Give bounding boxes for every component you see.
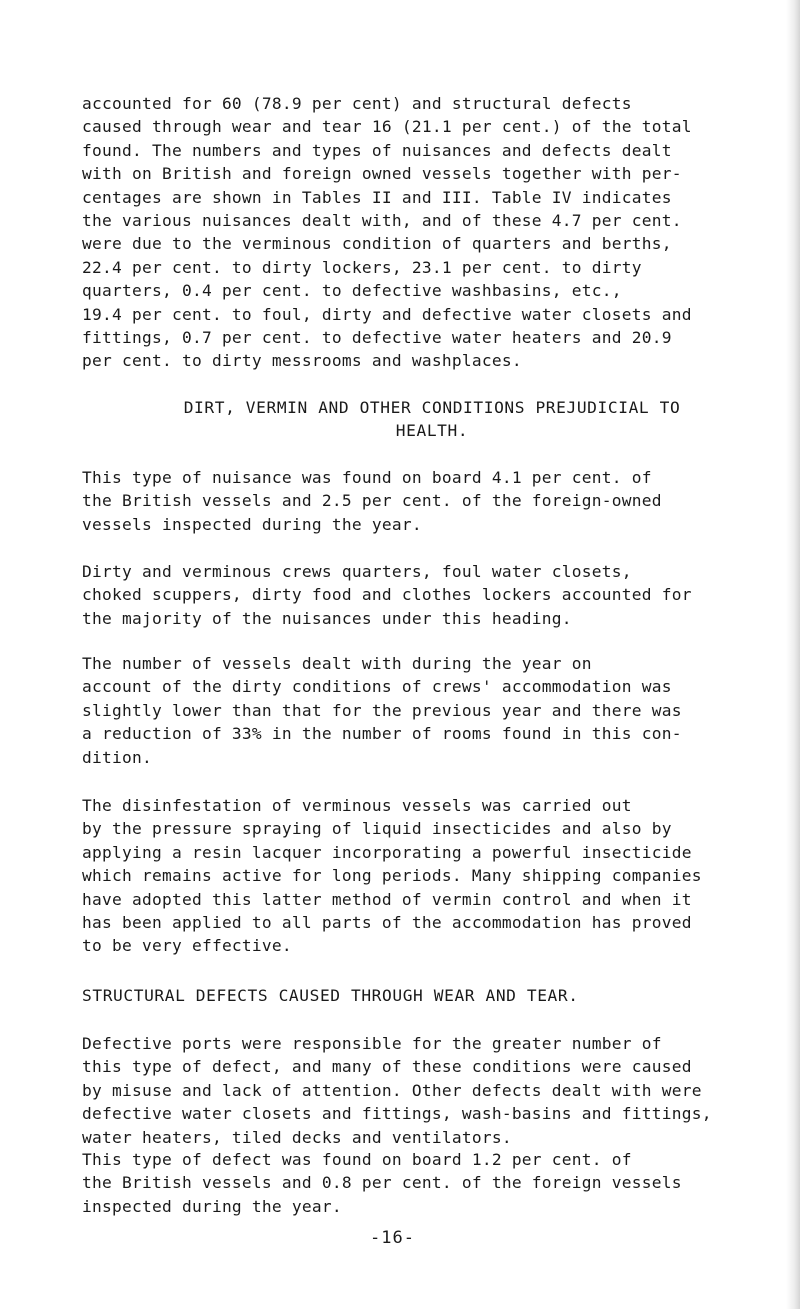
paragraph-nuisance-rate: This type of nuisance was found on board 4.1 per cent. of the British vessels and 2.5 per cent. of the foreign-owned vessels inspected during the year. bbox=[82, 468, 662, 534]
paragraph-defect-rate: This type of defect was found on board 1.2 per cent. of the British vessels and 0.8 per cent. of the foreign vessels inspected during the year. bbox=[82, 1150, 682, 1216]
paragraph-disinfestation: The disinfestation of verminous vessels was carried out by the pressure spraying of liquid insecticides and also by applying a resin lacquer incorporating a powerful insecticide which remains active for long periods. Many shipping companies have adopted this latter method of vermin control and when it has been applied to all parts of the accommodation has proved to be very effective. bbox=[82, 796, 702, 956]
section-heading-dirt-vermin: DIRT, VERMIN AND OTHER CONDITIONS PREJUDICIAL TO HEALTH. bbox=[183, 398, 681, 441]
page-number: -16- bbox=[370, 1228, 415, 1248]
page-edge-shadow bbox=[786, 0, 800, 1309]
paragraph-crew-quarters: Dirty and verminous crews quarters, foul water closets, choked scuppers, dirty food and clothes lockers accounted for the majority of the nuisances under this heading. bbox=[82, 562, 692, 628]
paragraph-vessel-count: The number of vessels dealt with during the year on account of the dirty conditions of crews' accommodation was slightly lower than that for the previous year and there was a reduction of 33% in the number of rooms found in this con- dition. bbox=[82, 654, 682, 767]
section-heading-structural-defects: STRUCTURAL DEFECTS CAUSED THROUGH WEAR AND TEAR. bbox=[82, 986, 579, 1005]
paragraph-summary: accounted for 60 (78.9 per cent) and structural defects caused through wear and tear 16 (21.1 per cent.) of the total found. The numbers and types of nuisances and defects dealt with on British and foreign owned vessels together with per- centages are shown in Tables II and III. Table IV indicates the various nuisances dealt with, and of these 4.7 per cent. were due to the verminous condition of quarters and berths, 22.4 per cent. to dirty lockers, 23.1 per cent. to dirty quarters, 0.4 per cent. to defective washbasins, etc., 19.4 per cent. to foul, dirty and defective water closets and fittings, 0.7 per cent. to defective water heaters and 20.9 per cent. to dirty messrooms and washplaces. bbox=[82, 94, 692, 371]
paragraph-defective-ports: Defective ports were responsible for the greater number of this type of defect, and many of these conditions were caused by misuse and lack of attention. Other defects dealt with were defective water closets and fittings, wash-basins and fittings, water heaters, tiled decks and ventilators. bbox=[82, 1034, 712, 1147]
